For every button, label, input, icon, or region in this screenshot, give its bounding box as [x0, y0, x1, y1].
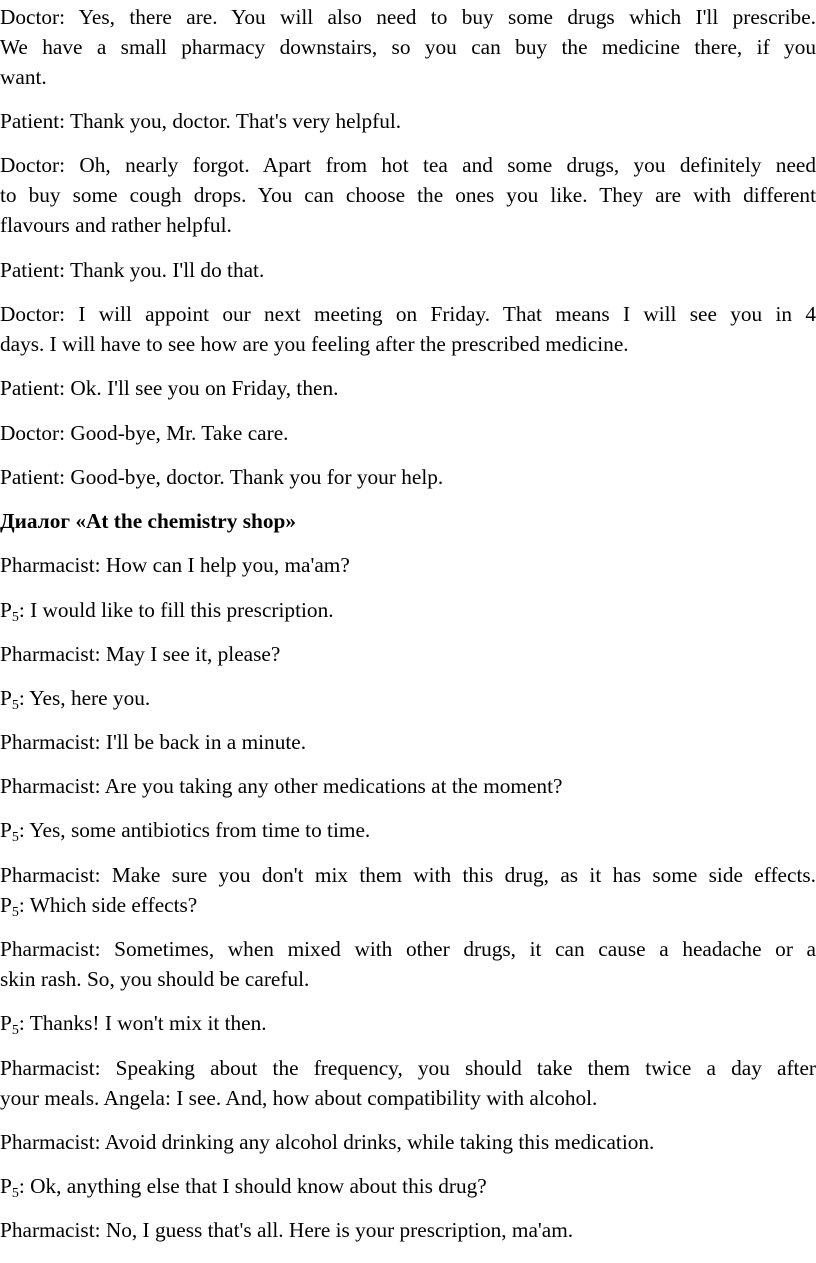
dialogue-line [0, 1008, 816, 1038]
dialogue-text: : Yes, here you. [18, 686, 151, 710]
dialogue-line: skin rash. So, you should be careful. [0, 967, 310, 991]
speaker-label: P [0, 686, 12, 710]
speaker-subscript: 5 [11, 610, 19, 625]
speaker-label: P [0, 598, 12, 622]
dialogue-line: Doctor: I will appoint our next meeting on Friday. That means I will see you in 4 [0, 302, 816, 326]
dialogue-line: Pharmacist: How can I help you, ma'am? [0, 553, 350, 577]
speaker-subscript: 5 [11, 1186, 19, 1201]
dialogue-text: : I would like to fill this prescription. [18, 598, 334, 622]
dialogue-line: Patient: Thank you, doctor. That's very helpful. [0, 109, 402, 133]
speaker-subscript: 5 [11, 905, 19, 920]
speaker-subscript: 5 [11, 698, 19, 713]
speaker-label: P [0, 1011, 12, 1035]
dialogue-line: Pharmacist: Sometimes, when mixed with other drugs, it can cause a headache or a [0, 937, 816, 961]
dialogue-line: Doctor: Oh, nearly forgot. Apart from hot tea and some drugs, you definitely need [0, 153, 816, 177]
dialogue-text: : Which side effects? [18, 893, 198, 917]
dialogue-text: : Thanks! I won't mix it then. [18, 1011, 267, 1035]
dialogue-line [0, 890, 816, 920]
dialogue-line: Patient: Ok. I'll see you on Friday, then. [0, 376, 339, 400]
dialogue-line [0, 1171, 816, 1201]
dialogue-line [0, 683, 816, 713]
dialogue-line: to buy some cough drops. You can choose the ones you like. They are with different [0, 183, 816, 207]
dialogue-line: Pharmacist: Avoid drinking any alcohol drinks, while taking this medication. [0, 1130, 655, 1154]
dialogue-text: : Yes, some antibiotics from time to time. [18, 818, 371, 842]
dialogue-line: want. [0, 65, 47, 89]
dialogue-line: flavours and rather helpful. [0, 213, 232, 237]
dialogue-line: Patient: Good-bye, doctor. Thank you for your help. [0, 465, 444, 489]
dialogue-line [0, 595, 816, 625]
dialogue-line: Doctor: Good-bye, Mr. Take care. [0, 421, 289, 445]
dialogue-line: your meals. Angela: I see. And, how about compatibility with alcohol. [0, 1086, 598, 1110]
dialogue-line: Pharmacist: Make sure you don't mix them with this drug, as it has some side effects. [0, 863, 816, 887]
dialogue-line [0, 815, 816, 845]
dialogue-line: Pharmacist: Are you taking any other medications at the moment? [0, 774, 563, 798]
dialogue-line: Pharmacist: I'll be back in a minute. [0, 730, 307, 754]
dialogue-line: Pharmacist: No, I guess that's all. Here is your prescription, ma'am. [0, 1218, 574, 1242]
dialogue-line: We have a small pharmacy downstairs, so you can buy the medicine there, if you [0, 35, 816, 59]
dialogue-line: Patient: Thank you. I'll do that. [0, 258, 265, 282]
speaker-label: P [0, 1174, 12, 1198]
speaker-subscript: 5 [11, 830, 19, 845]
speaker-subscript: 5 [11, 1023, 19, 1038]
dialogue-line: days. I will have to see how are you feeling after the prescribed medicine. [0, 332, 629, 356]
speaker-label: P [0, 818, 12, 842]
dialogue-line: Pharmacist: Speaking about the frequency, you should take them twice a day after [0, 1056, 816, 1080]
speaker-label: P [0, 893, 12, 917]
dialogue-line: Doctor: Yes, there are. You will also need to buy some drugs which I'll prescribe. [0, 5, 816, 29]
dialogue-line: Pharmacist: May I see it, please? [0, 642, 281, 666]
section-heading: Диалог «At the chemistry shop» [0, 509, 296, 533]
dialogue-text: : Ok, anything else that I should know about this drug? [18, 1174, 487, 1198]
